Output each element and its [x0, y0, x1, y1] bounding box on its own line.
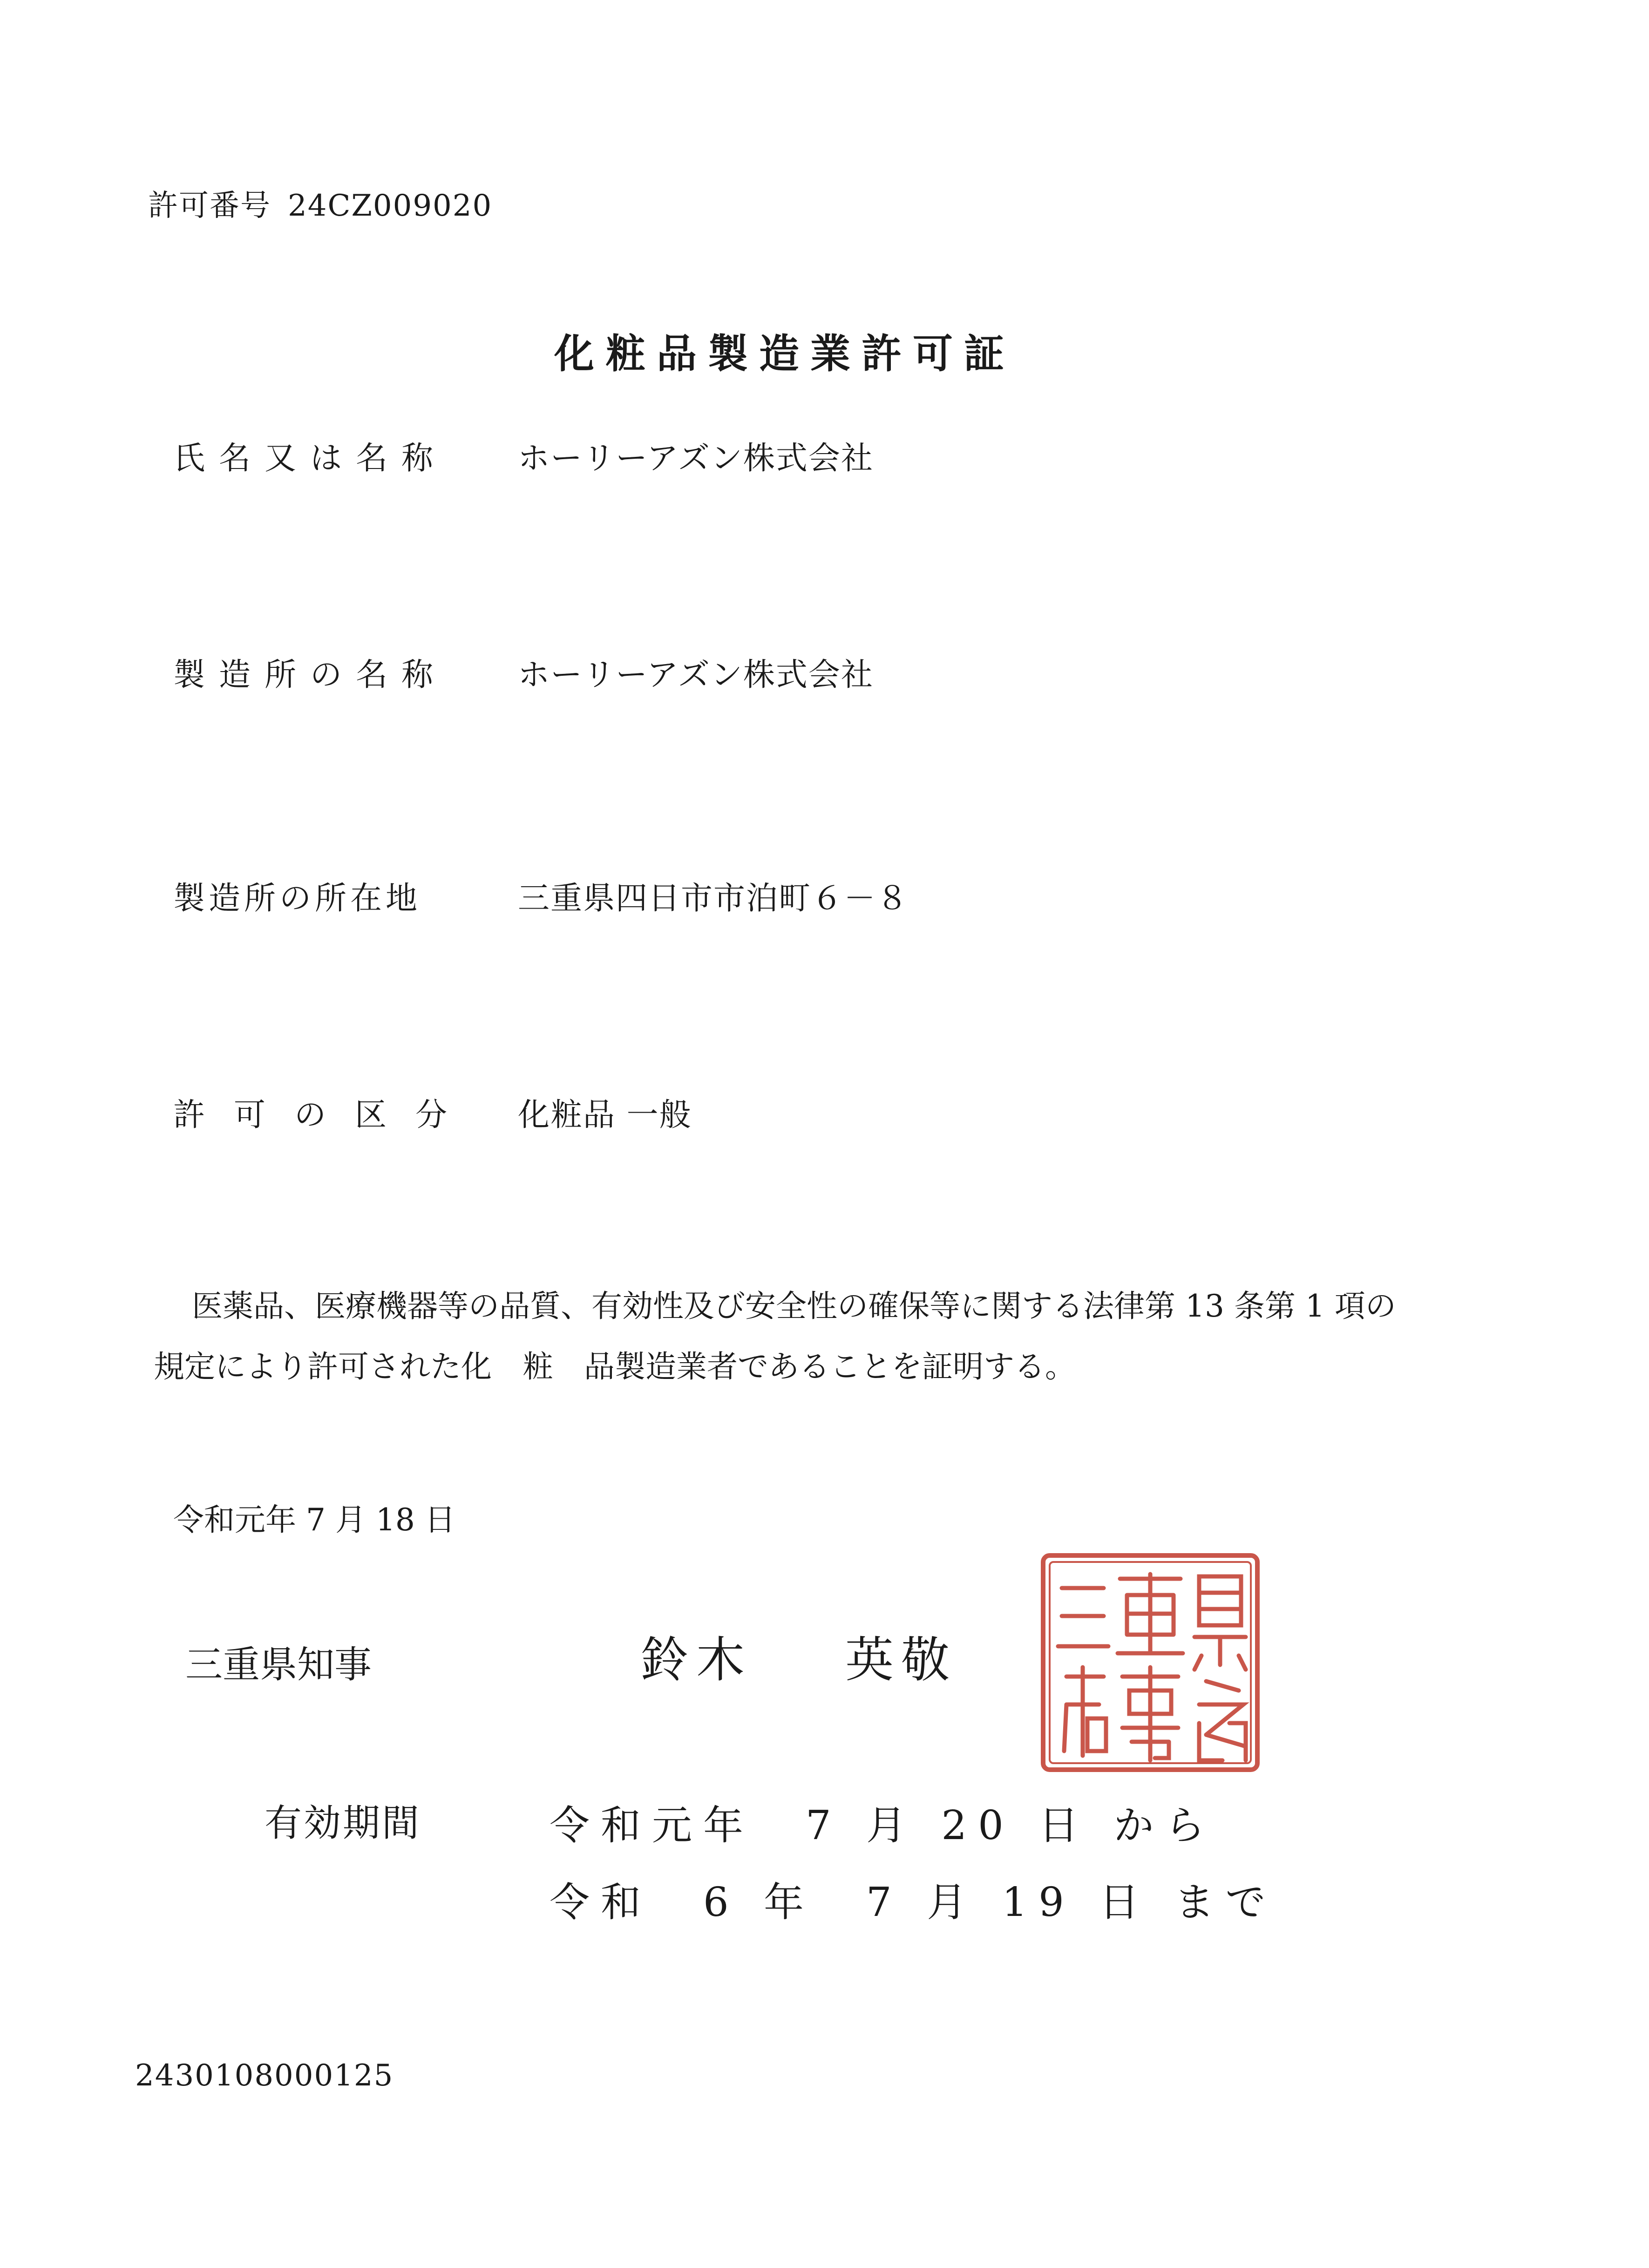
document-title: 化粧品製造業許可証	[554, 330, 1015, 377]
row-value-facility-name: ホーリーアズン株式会社	[518, 657, 874, 693]
statement-line-2: 規定により許可された化 粧 品製造業者であることを証明する。	[154, 1349, 1076, 1385]
row-label-facility-address: 製造所の所在地	[173, 880, 421, 917]
row-value-name: ホーリーアズン株式会社	[518, 440, 874, 477]
official-seal-stamp	[1038, 1551, 1262, 1774]
validity-from: 令和元年 7 月 20 日 から	[550, 1802, 1216, 1849]
row-value-facility-address: 三重県四日市市泊町６－８	[518, 880, 909, 917]
row-label-facility-name: 製造所の名称	[173, 657, 448, 693]
permit-number-label: 許可番号	[148, 189, 271, 223]
governor-title: 三重県知事	[185, 1643, 372, 1686]
statement-line-1: 医薬品、医療機器等の品質、有効性及び安全性の確保等に関する法律第 13 条第 1 項の	[192, 1288, 1396, 1324]
governor-given-name: 英敬	[845, 1631, 957, 1688]
governor-family-name: 鈴木	[640, 1631, 753, 1688]
governor-name	[640, 1621, 957, 1691]
permit-number-line	[148, 182, 492, 224]
document-code: 2430108000125	[135, 2058, 394, 2093]
validity-to: 令和 6 年 7 月 19 日 まで	[550, 1879, 1277, 1926]
issue-date: 令和元年 7 月 18 日	[173, 1502, 455, 1538]
row-value-permit-category: 化粧品 一般	[518, 1097, 692, 1134]
permit-number-value: 24CZ009020	[288, 189, 493, 223]
row-label-permit-category: 許可の区分	[173, 1097, 476, 1134]
certification-statement	[154, 1276, 1504, 1397]
validity-label: 有効期間	[265, 1801, 421, 1845]
row-label-name: 氏名又は名称	[173, 440, 448, 477]
